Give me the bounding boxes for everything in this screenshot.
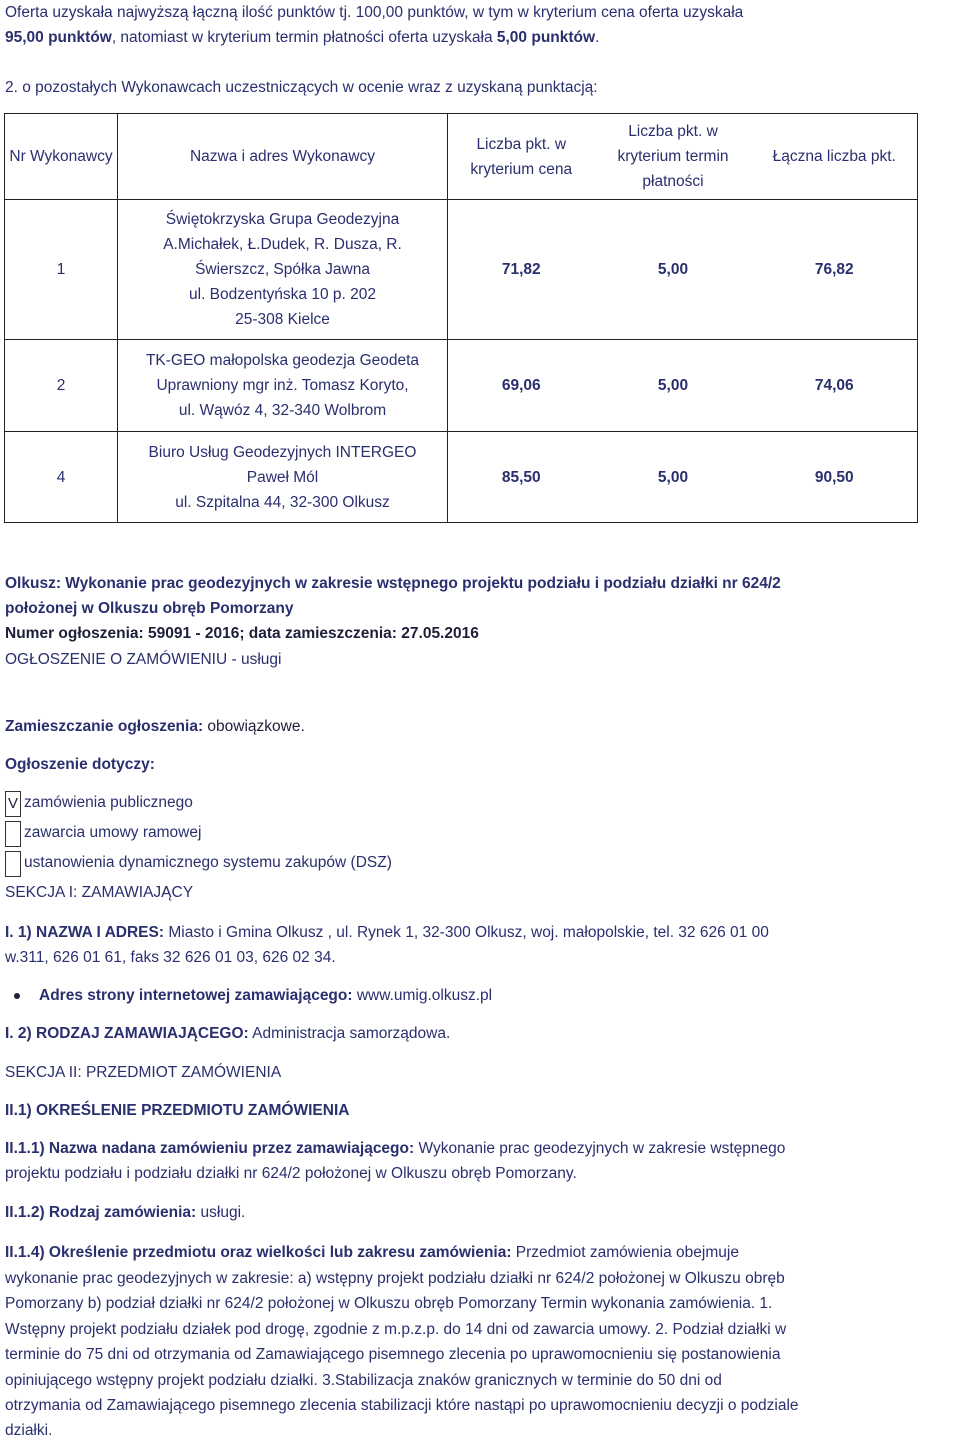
i1-line	[5, 920, 769, 945]
checkbox-framework-agreement[interactable]	[5, 821, 21, 847]
header-suma: Łączna liczba pkt.	[752, 114, 918, 200]
intro-mid: , natomiast w kryterium termin płatności oferta uzyskała	[111, 29, 497, 46]
name-line: Świerszcz, Spółka Jawna	[195, 261, 370, 278]
ii14-line-7: otrzymania od Zamawiającego pisemnego zlecenia stabilizacji które nastąpi po uprawomocnieniu decyzji o podziale	[5, 1397, 799, 1414]
row-cena: 69,06	[448, 340, 595, 432]
intro-points-termin: 5,00 punktów	[496, 29, 596, 46]
table-row	[5, 340, 918, 432]
www-link[interactable]: www.umig.olkusz.pl	[352, 987, 493, 1004]
ii14-line-3: Pomorzany b) podział działki nr 624/2 położonej w Olkuszu obręb Pomorzany Termin wykonania zamówienia. 1.	[5, 1295, 773, 1312]
notice-type: OGŁOSZENIE O ZAMÓWIENIU - usługi	[5, 651, 282, 668]
row-cena: 71,82	[448, 200, 595, 340]
ii12-label: II.1.2) Rodzaj zamówienia:	[5, 1204, 197, 1221]
name-line: ul. Szpitalna 44, 32-300 Olkusz	[175, 493, 390, 511]
row-cena: 85,50	[448, 432, 595, 523]
placement-label: Zamieszczanie ogłoszenia:	[5, 718, 204, 735]
row-suma: 74,06	[752, 340, 918, 432]
placement-line	[5, 714, 305, 739]
checkbox-label: zamówienia publicznego	[24, 794, 193, 811]
row-termin: 5,00	[595, 200, 752, 340]
checkbox-public-order[interactable]: V	[5, 791, 21, 817]
ii11-line	[5, 1136, 785, 1161]
section-2-subject-heading: SEKCJA II: PRZEDMIOT ZAMÓWIENIA	[5, 1064, 282, 1081]
header-cena: Liczba pkt. w kryterium cena	[448, 114, 595, 200]
i2-label: I. 2) RODZAJ ZAMAWIAJĄCEGO:	[5, 1025, 249, 1042]
header-nr: Nr Wykonawcy	[5, 114, 118, 200]
ii1-heading: II.1) OKREŚLENIE PRZEDMIOTU ZAMÓWIENIA	[5, 1102, 350, 1119]
notice-title-2: położonej w Olkuszu obręb Pomorzany	[5, 600, 294, 617]
www-label: Adres strony internetowej zamawiającego:	[39, 987, 353, 1004]
ii11-value: Wykonanie prac geodezyjnych w zakresie wstępnego	[414, 1140, 786, 1157]
table-row	[5, 200, 918, 340]
checkbox-label: ustanowienia dynamicznego systemu zakupów (DSZ)	[24, 854, 392, 871]
name-line: Świętokrzyska Grupa Geodezyjna	[165, 211, 400, 228]
row-suma: 76,82	[752, 200, 918, 340]
row-name	[118, 432, 448, 523]
ii14-line	[5, 1240, 739, 1265]
table-row	[5, 432, 918, 523]
row-termin: 5,00	[595, 432, 752, 523]
name-line: 25-308 Kielce	[235, 311, 330, 328]
results-table	[4, 113, 918, 523]
name-line: Uprawniony mgr inż. Tomasz Koryto,	[156, 377, 409, 394]
row-name	[118, 340, 448, 432]
intro-line-2	[5, 25, 599, 50]
name-line: Biuro Usług Geodezyjnych INTERGEO	[148, 443, 417, 461]
ii11-label: II.1.1) Nazwa nadana zamówieniu przez zamawiającego:	[5, 1140, 415, 1157]
section-1-heading: SEKCJA I: ZAMAWIAJĄCY	[5, 884, 194, 901]
i2-line	[5, 1021, 450, 1046]
header-name: Nazwa i adres Wykonawcy	[118, 114, 448, 200]
name-line: A.Michałek, Ł.Dudek, R. Dusza, R.	[163, 236, 402, 253]
placement-value: obowiązkowe.	[203, 718, 305, 735]
row-nr: 2	[5, 340, 118, 432]
row-name	[118, 200, 448, 340]
ii11-line-2: projektu podziału i podziału działki nr 624/2 położonej w Olkuszu obręb Pomorzany.	[5, 1165, 577, 1182]
ii14-line-5: terminie do 75 dni od otrzymania od Zamawiającego pisemnego zlecenia po uprawomocnieniu się postanowienia	[5, 1346, 781, 1363]
checkbox-dps[interactable]	[5, 851, 21, 877]
ii14-line-4: Wstępny projekt podziału działek pod drogę, zgodnie z m.p.z.p. do 14 dni od zawarcia umowy. 2. Podział działki w	[5, 1321, 787, 1338]
row-nr: 1	[5, 200, 118, 340]
intro-line-1: Oferta uzyskała najwyższą łączną ilość punktów tj. 100,00 punktów, w tym w kryterium cena oferta uzyskała	[5, 4, 744, 21]
notice-number: Numer ogłoszenia: 59091 - 2016; data zamieszczenia: 27.05.2016	[5, 625, 479, 642]
name-line: Paweł Mól	[246, 468, 319, 486]
row-suma: 90,50	[752, 432, 918, 523]
ii12-line	[5, 1200, 245, 1225]
name-line: ul. Bodzentyńska 10 p. 202	[189, 286, 376, 303]
concerns-label: Ogłoszenie dotyczy:	[5, 756, 155, 773]
row-termin: 5,00	[595, 340, 752, 432]
i1-label: I. 1) NAZWA I ADRES:	[5, 924, 165, 941]
header-termin: Liczba pkt. w kryterium termin płatności	[595, 114, 752, 200]
intro-end: .	[595, 29, 600, 46]
bullet-icon	[14, 993, 20, 999]
ii14-label: II.1.4) Określenie przedmiotu oraz wielkości lub zakresu zamówienia:	[5, 1244, 512, 1261]
ii12-value: usługi.	[196, 1204, 246, 1221]
i1-value: Miasto i Gmina Olkusz , ul. Rynek 1, 32-300 Olkusz, woj. małopolskie, tel. 32 626 01 00	[164, 924, 769, 941]
row-nr: 4	[5, 432, 118, 523]
checkbox-label: zawarcia umowy ramowej	[24, 824, 202, 841]
ii14-line-2: wykonanie prac geodezyjnych w zakresie: a) wstępny projekt podziału działki nr 624/2 położonej w Olkuszu obręb	[5, 1270, 785, 1287]
ii14-line-8: działki.	[5, 1422, 53, 1439]
ii14-value: Przedmiot zamówienia obejmuje	[511, 1244, 739, 1261]
www-line	[39, 983, 492, 1008]
intro-points-cena: 95,00 punktów	[5, 29, 112, 46]
table-header-row	[5, 114, 918, 200]
ii14-line-6: opiniującego wstępny projekt podziału działki. 3.Stabilizacja znaków granicznych w terminie do 50 dni od	[5, 1372, 722, 1389]
section-2-heading: 2. o pozostałych Wykonawcach uczestniczących w ocenie wraz z uzyskaną punktacją:	[5, 79, 598, 96]
name-line: TK-GEO małopolska geodezja Geodeta	[145, 352, 420, 369]
name-line: ul. Wąwóz 4, 32-340 Wolbrom	[178, 402, 387, 419]
i1-line-2: w.311, 626 01 61, faks 32 626 01 03, 626 02 34.	[5, 949, 336, 966]
i2-value: Administracja samorządowa.	[248, 1025, 451, 1042]
notice-title-1: Olkusz: Wykonanie prac geodezyjnych w zakresie wstępnego projektu podziału i podziału działki nr 624/2	[5, 575, 781, 592]
